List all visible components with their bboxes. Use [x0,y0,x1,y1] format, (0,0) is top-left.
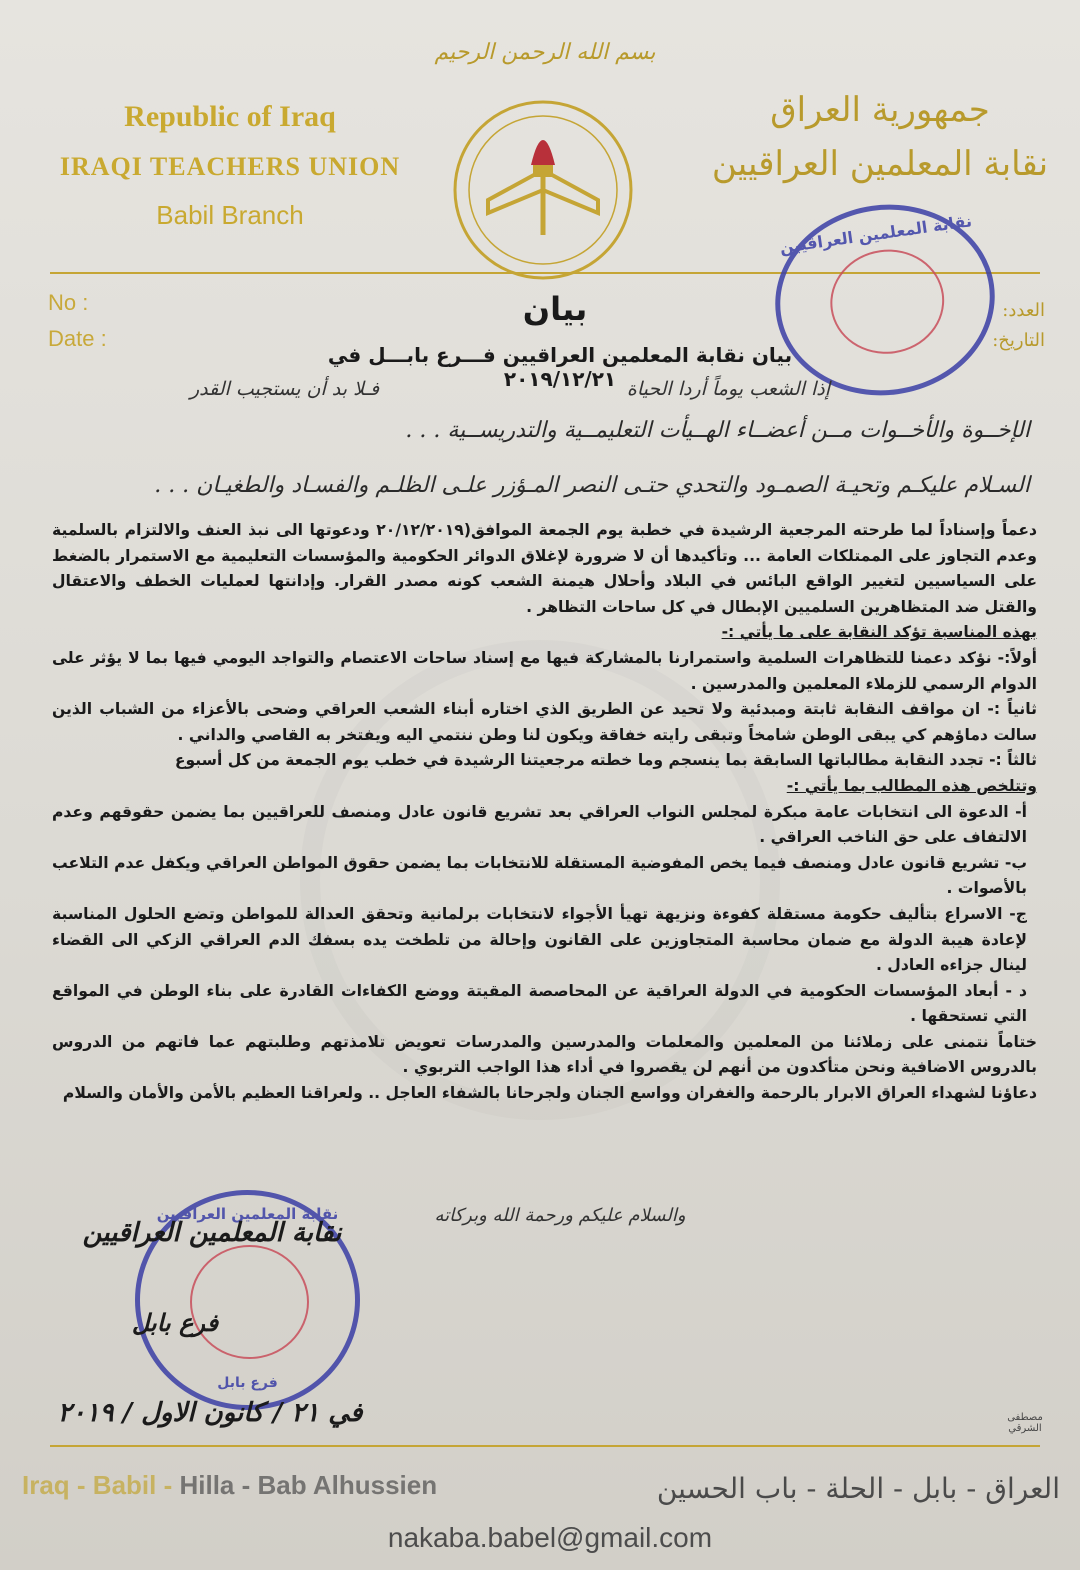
greeting-line: السـلام عليكـم وتحيـة الصمـود والتحدي حتـى النصر المـؤزر علـى الظلـم والفسـاد والطغيـان . . . [154,473,1030,498]
ar-date-label: التاريخ: [992,330,1045,351]
signature-branch: فرع بابل [131,1308,219,1337]
demand-b: ب- تشريع قانون عادل ومنصف فيما يخص المفوضية المستقلة للانتخابات بما يضمن حقوق المواطن العراقي ويكفل عدم التلاعب بالأصوات . [52,853,1027,898]
en-union: IRAQI TEACHERS UNION [59,152,401,181]
typist-name: مصطفى الشرقي [1007,1412,1043,1434]
occasion-heading: بهذه المناسبة تؤكد النقابة على ما يأتي :- [721,623,1037,642]
poetry-verse [190,378,830,400]
signature-date: في ٢١ / كانون الاول / ٢٠١٩ [57,1398,363,1428]
date-label: Date : [48,326,107,351]
demand-d: د - أبعاد المؤسسات الحكومية في الدولة العراقية عن المحاصصة المقيتة ووضع الكفاءات القادرة على بناء الوطن في المواقع التي تستحقها . [52,981,1027,1026]
stamp-bottom-text: نقابة المعلمين العراقيين [156,1205,339,1223]
closing-paragraph: ختاماً نتمنى على زملائنا من المعلمين والمعلمات والمدرسين والمدرسات تعويض تلامذتهم وطلبتهم عما فاتهم من الدروس بالدروس الاضافية ونحن متأكدون من أنهم لن يقصروا في أداء هذا الواجب التربوي . [52,1032,1037,1077]
stamp-bottom-inner-seal [190,1245,309,1359]
verse-part-2: فـلا بد أن يستجيب القدر [190,378,380,400]
salutation-line: الإخــوة والأخــوات مــن أعضــاء الهــيأت التعليمــية والتدريســية . . . [405,418,1030,443]
demand-c: ج- الاسراع بتأليف حكومة مستقلة كفوءة ونزيهة تهيأ الأجواء لانتخابات برلمانية وتحقق العدالة للمواطن وتضع الحلول المناسبة لإعادة هيبة الدولة مع ضمان محاسبة المتجاوزين على القانون وإحالة من تلطخت يده بسفك الدم العراقي الزكي الى القضاء لينال جزاءه العادل . [52,904,1027,975]
basmala: بسم الله الرحمن الرحيم [434,40,656,65]
footer-address-ar: العراق - بابل - الحلة - باب الحسين [656,1472,1060,1505]
signature-union: نقابة المعلمين العراقيين [82,1218,342,1248]
statement-body [52,518,1037,1107]
en-republic: Republic of Iraq [124,100,336,133]
point-second: ثانياً :- ان مواقف النقابة ثابتة ومبدئية ولا تحيد عن الطريق الذي اختاره أبناء الشعب العراقي وضحى بالأعزاء من الشباب الذين سالت دماؤهم كي يبقى الوطن شامخاً وتبقى رايته خفاقة ويكون لنا وطن ننتمي اليه ويفتخر به القاصي والداني . [52,700,1037,744]
point-first: أولاً:- نؤكد دعمنا للتظاهرات السلمية واستمرارنا بالمشاركة فيها مع إسناد ساحات الاعتصام والتواجد اليومي فيها بما لا يؤثر على الدوام الرسمي للزملاء المعلمين والمدرسين . [52,648,1037,693]
stamp-bottom-branch: فرع بابل [217,1375,278,1391]
sign-off: والسلام عليكم ورحمة الله وبركاته [434,1205,686,1226]
footer-en-rest: Hilla - Bab Alhussien [179,1470,438,1500]
arabic-letterhead [700,90,1060,184]
number-label: No : [48,290,89,315]
english-letterhead [50,100,410,231]
en-branch: Babil Branch [156,200,304,230]
demand-a: أ- الدعوة الى انتخابات عامة مبكرة لمجلس النواب العراقي بعد تشريع قانون عادل ومنصف للعراقيين بما يضمن حقوقهم وعدم الالتفاف على حق الناخب العراقي . [52,802,1027,847]
footer-divider [50,1445,1040,1447]
union-logo [448,95,638,285]
prayer-paragraph: دعاؤنا لشهداء العراق الابرار بالرحمة والغفران وواسع الجنان ولجرحانا بالشفاء العاجل .. ولعراقنا العظيم بالأمن والأمان والسلام [62,1084,1037,1103]
footer-en-prefix: Iraq - Babil - [22,1470,180,1500]
ar-union: نقابة المعلمين العراقيين [711,144,1049,184]
intro-paragraph: دعماً وإسناداً لما طرحته المرجعية الرشيدة في خطبة يوم الجمعة الموافق(٢٠/١٢/٢٠١٩ ودعوتها الى نبذ العنف والالتزام بالسلمية وعدم التجاوز على الممتلكات العامة ... وتأكيدها أن لا ضرورة لإغلاق الدوائر الحكومية والمؤسسات التعليمية مع الاستمرار بالضغط على السياسيين لتغيير الواقع البائس في البلاد وأحلال هيمنة الشعب كونه مصدر القرار. وإدانتها لعمليات الخطف والاعتقال والقتل ضد المتظاهرين السلميين الإبطال في كل ساحات التظاهر . [52,521,1037,616]
demands-heading: وتتلخص هذه المطالب بما يأتي :- [786,776,1037,795]
ar-number-label: العدد: [1002,300,1045,321]
ar-republic: جمهورية العراق [770,90,990,130]
footer-address-en [22,1470,437,1501]
footer-email: nakaba.babel@gmail.com [387,1522,713,1553]
document-subtitle: بيان نقابة المعلمين العراقيين فـــرع بابـــل في ٢٠١٩/١٢/٢١ [327,343,793,391]
document-title: بيان [522,290,588,328]
point-third: ثالثاً :- تجدد النقابة مطالباتها السابقة بما ينسجم وما خطته مرجعيتنا الرشيدة في خطب يوم الجمعة من كل أسبوع [174,751,1037,770]
stamp-top-text: نقابة المعلمين العراقيين [778,211,973,258]
verse-part-1: إذا الشعب يوماً أردا الحياة [626,378,830,400]
